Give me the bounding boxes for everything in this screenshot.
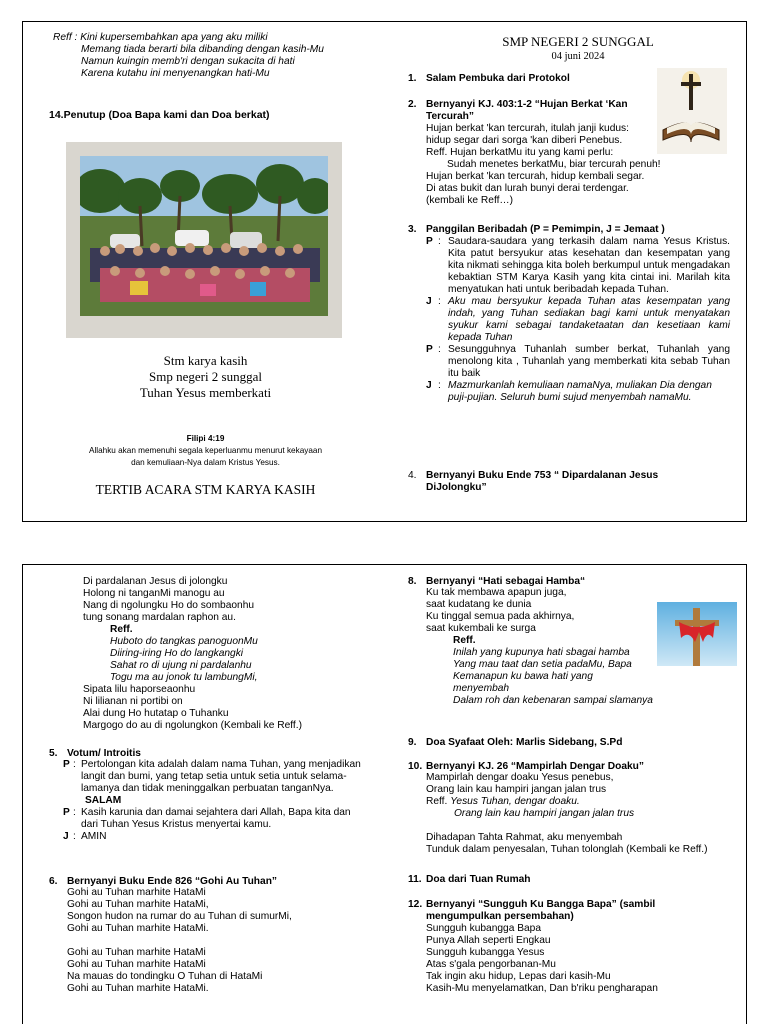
item-title: Doa Syafaat Oleh: Marlis Sidebang, S.Pd [426,737,623,748]
item-title: Bernyanyi Buku Ende 753 “ Dipardalanan Jesus [426,470,659,481]
program-date: 04 juni 2024 [551,51,605,62]
agenda-item-1 [408,73,658,84]
reff-line: Karena kutahu ini menyenangkan hati-Mu [81,68,270,79]
item-number: 4. [408,470,417,481]
lyric-line: Kemanapun ku bawa hati yang [453,671,593,682]
item-title: Salam Pembuka dari Protokol [426,73,570,84]
reff-line: Namun kuingin memb'ri dengan sukacita di hati [81,56,295,67]
photo-caption [63,353,348,401]
lyric-line: Sahat ro di ujung ni pardalanhu [110,660,252,671]
item-title: Bernyanyi KJ. 403:1-2 “Hujan Berkat ‘Kan [426,99,628,110]
item-number: 2. [408,99,417,110]
lyric-line: Margogo do au di ngolungkon (Kembali ke Reff.) [83,720,302,731]
lyric-line: tung sonang mardalan raphon au. [83,612,236,623]
lyric-line: Hujan berkat 'kan tercurah, hidup kembali segar. [426,171,645,182]
penutup-heading: 14.Penutup (Doa Bapa kami dan Doa berkat) [49,109,270,121]
caption-line: Stm karya kasih [163,353,248,368]
school-name: SMP NEGERI 2 SUNGGAL [502,34,654,49]
lyric-line: Gohi au Tuhan marhite HataMi [67,959,206,970]
lyric-line: (kembali ke Reff…) [426,195,513,206]
item-number: 9. [408,737,417,748]
item-title: mengumpulkan persembahan) [426,911,574,922]
lyric-line: Sudah menetes berkatMu, biar tercurah penuh! [447,159,661,170]
reff-label: Reff. [110,624,133,635]
speaker: P [426,344,433,355]
agenda-item-3 [408,224,730,404]
lyric-line: Togu ma au jonok tu lambungMi, [110,672,258,683]
reff-line: Kini kupersembahkan apa yang aku miliki [80,32,268,43]
lyric-line: Holong ni tanganMi manogu au [83,588,225,599]
lyric-line: Dihadapan Tahta Rahmat, aku menyembah [426,832,623,843]
response-text: Mazmurkanlah kemuliaan namaNya, muliakan Dia dengan puji-pujian. Seluruh bumi sujud menyembah namaMu. [448,380,712,403]
salam-label: SALAM [85,795,122,806]
reff-block [53,32,383,80]
lyric-line: Sipata lilu haporseaonhu [83,684,196,695]
item-number: 1. [408,73,417,84]
agenda-item-9 [408,737,622,748]
lyric-line: Orang lain kau hampiri jangan jalan trus [454,808,635,819]
group-photo-frame [66,142,342,338]
item-title: Bernyanyi “Hati sebagai Hamba“ [426,576,586,587]
agenda-item-4 [408,470,718,494]
agenda-item-11 [408,874,531,885]
item-title: DiJolongku” [426,482,487,493]
lyric-line: Gohi au Tuhan marhite HataMi. [67,923,209,934]
lyric-line: Songon hudon na rumar do au Tuhan di sumurMi, [67,911,292,922]
lyric-line: Yang mau taat dan setia padaMu, Bapa [453,659,632,670]
reff-label: Reff : [53,32,78,43]
item-number: 6. [49,876,58,887]
amin-text: AMIN [81,831,107,842]
lyric-line: Na mauas do tondingku O Tuhan di HataMi [67,971,263,982]
lyric-line: Inilah yang kupunya hati sbagai hamba [453,647,630,658]
lyric-line: saat kukembali ke surga [426,623,536,634]
lyric-line: Atas s'gala pengorbanan-Mu [426,959,556,970]
lyric-line: Hujan berkat 'kan tercurah, itulah janji kudus: [426,123,629,134]
lyric-line: Sungguh kubangga Yesus [426,947,545,958]
caption-line: Smp negeri 2 sunggal [148,369,262,384]
lyric-line: Ku tinggal semua pada akhirnya, [426,611,575,622]
item-title: Tercurah” [426,111,474,122]
lyric-line: Tak ingin aku hidup, Lepas dari kasih-Mu [426,971,611,982]
item-number: 8. [408,576,417,587]
lyric-line: Tunduk dalam penyesalan, Tuhan tolonglah (Kembali ke Reff.) [426,844,708,855]
response-j: J : Mazmurkanlah kemuliaan namaNya, muliakan Dia dengan puji-pujian. Seluruh bumi sujud menyembah namaMu. [426,380,730,404]
response-text: Aku mau bersyukur kepada Tuhan atas kesempatan yang indah, yang Tuhan sediakan bagi kami untuk menyatakan syukur kami sebagai tandaketaatan dan kesetiaan kami kepada Tuhan [448,296,730,343]
lyric-line: Gohi au Tuhan marhite HataMi. [67,983,209,994]
reff-line: Memang tiada berarti bila dibanding dengan kasih-Mu [81,44,324,55]
response-p: P : Saudara-saudara yang terkasih dalam nama Yesus Kristus. Kita patut bersyukur atas kesehatan dan kesempatan yang kita nikmati sehingga kita boleh berkumpul untuk mengadakan kebaktian STM Karya Kasih yang kita cintai ini. Marilah kita menyatukan hati untuk beribadah kepada Tuhan. [426,236,730,295]
reff-label: Reff. [426,796,448,807]
lyric-line: Gohi au Tuhan marhite HataMi [67,887,206,898]
lyric-line: saat kudatang ke dunia [426,599,532,610]
lyric-line: Huboto do tangkas panoguonMu [110,636,258,647]
bible-verse [53,433,358,469]
lyric-line: Alai dung Ho hutatap o Tuhanku [83,708,229,719]
speaker: J [426,296,432,307]
cross-draped-icon [657,602,737,666]
salam-text: Kasih karunia dan damai sejahtera dari Allah, Bapa kita dan dari Tuhan Yesus Kristus menyertai kamu. [81,807,351,830]
lyric-line: hidup segar dari sorga 'kan diberi Penebus. [426,135,623,146]
item-title: Panggilan Beribadah (P = Pemimpin, J = Jemaat ) [426,224,665,235]
song-753-verses [83,576,383,732]
item-title: Votum/ Introitis [67,748,141,759]
agenda-item-12 [408,899,728,995]
lyric-line: Punya Allah seperti Engkau [426,935,551,946]
item-title: Doa dari Tuan Rumah [426,874,531,885]
item-number: 10. [408,761,423,772]
lyric-line: Orang lain kau hampiri jangan jalan trus [426,784,607,795]
program-page-1 [22,21,747,522]
lyric-line: Gohi au Tuhan marhite HataMi, [67,899,209,910]
item-number: 3. [408,224,417,235]
group-photo [80,156,328,316]
lyric-line: Gohi au Tuhan marhite HataMi [67,947,206,958]
response-text: Saudara-saudara yang terkasih dalam nama Yesus Kristus. Kita patut bersyukur atas kesehatan dan kesempatan yang kita nikmati sehingga kita boleh berkumpul untuk mengadakan kebaktian STM Karya Kasih yang kita cintai ini. Marilah kita menyatukan hati untuk beribadah kepada Tuhan. [448,236,730,295]
lyric-line: Kasih-Mu menyelamatkan, Dan b'riku pengharapan [426,983,658,994]
speaker: P [426,236,433,247]
lyric-line: Dalam roh dan kebenaran sampai slamanya [453,695,653,706]
item-number: 5. [49,748,58,759]
lyric-line: Di atas bukit dan lurah bunyi derai terdengar. [426,183,629,194]
lyric-line: Mampirlah dengar doaku Yesus penebus, [426,772,614,783]
program-page-2 [22,564,747,1024]
lyric-line: Yesus Tuhan, dengar doaku. [450,796,580,807]
footer-title: TERTIB ACARA STM KARYA KASIH [95,482,316,497]
verse-line: Allahku akan memenuhi segala keperluanmu menurut kekayaan [88,446,323,455]
item-number: 12. [408,899,423,910]
verse-reference: Filipi 4:19 [186,434,225,443]
lyric-line: menyembah [453,683,510,694]
response-p: P : Sesungguhnya Tuhanlah sumber berkat, Tuhanlah yang menolong kita , Tuhanlah yang memberkati kita sebab Tuhan itu baik [426,344,730,379]
agenda-item-5: 5. Votum/ Introitis P : Pertolongan kita adalah dalam nama Tuhan, yang menjadikan langit dan bumi, yang tetap setia untuk setia untuk selama-lamanya dan tidak meninggalkan perbuatan tanganNya. SALAM P : Kasih karunia dan damai sejahtera dari Allah, Bapa kita dan dari Tuhan Yesus Kristus menyertai kamu. J : AMIN [49,748,369,843]
lyric-line: Reff. Hujan berkatMu itu yang kami perlu: [426,147,614,158]
agenda-item-10 [408,761,738,856]
caption-line: Tuhan Yesus memberkati [139,385,272,400]
item-title: Bernyanyi Buku Ende 826 “Gohi Au Tuhan” [67,876,278,887]
speaker: J [426,380,432,391]
item-number: 11. [408,874,422,885]
lyric-line: Diiring-iring Ho do langkangki [110,648,244,659]
agenda-item-6 [49,876,369,995]
votum-text: Pertolongan kita adalah dalam nama Tuhan, yang menjadikan langit dan bumi, yang tetap setia untuk setia untuk selama-lamanya dan tidak meninggalkan perbuatan tanganNya. [81,759,361,794]
lyric-line: Sungguh kubangga Bapa [426,923,541,934]
agenda-item-2 [408,99,708,207]
reff-label: Reff. [453,635,476,646]
response-j: J : Aku mau bersyukur kepada Tuhan atas kesempatan yang indah, yang Tuhan sediakan bagi kami untuk menyatakan syukur kami sebagai tandaketaatan dan kesetiaan kami kepada Tuhan [426,296,730,343]
lyric-line: Nang di ngolungku Ho do sombaonhu [83,600,255,611]
lyric-line: Di pardalanan Jesus di jolongku [83,576,228,587]
lyric-line: Ku tak membawa apapun juga, [426,587,567,598]
item-title: Bernyanyi “Sungguh Ku Bangga Bapa” (sambil [426,899,656,910]
item-title: Bernyanyi KJ. 26 “Mampirlah Dengar Doaku” [426,761,644,772]
verse-line: dan kemuliaan-Nya dalam Kristus Yesus. [131,458,280,467]
lyric-line: Ni lilianan ni portibi on [83,696,183,707]
response-text: Sesungguhnya Tuhanlah sumber berkat, Tuhanlah yang menolong kita , Tuhanlah yang memberkati kita sebab Tuhan itu baik [448,344,730,379]
